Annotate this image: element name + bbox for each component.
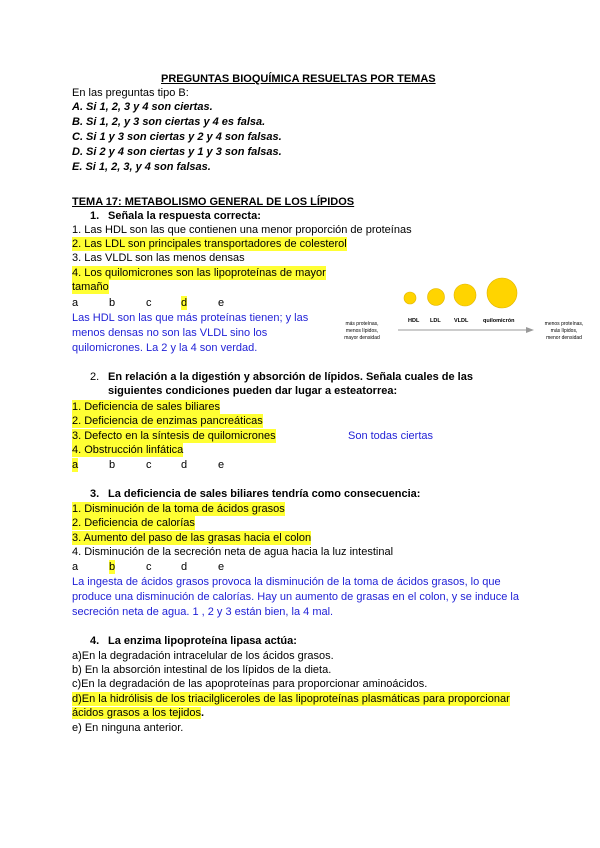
q1-question: Señala la respuesta correcta: xyxy=(108,210,261,222)
q3-option-a: a xyxy=(72,561,79,573)
q3-options xyxy=(72,560,232,574)
q1-explanation-line-3: quilomicrones. La 2 y la 4 son verdad. xyxy=(72,342,258,354)
q3-option-d: d xyxy=(181,561,188,573)
q4-item-a: a)En la degradación intracelular de los ácidos grasos. xyxy=(72,650,334,662)
q3-item-3: 3. Aumento del paso de las grasas hacia el colon xyxy=(72,532,312,544)
arrow-head xyxy=(526,327,534,333)
lipoprotein-size-diagram xyxy=(338,276,594,346)
topic-heading: TEMA 17: METABOLISMO GENERAL DE LOS LÍPIDOS xyxy=(72,196,355,208)
q2-option-e: e xyxy=(218,459,225,471)
q3-explanation-line-2: produce una disminución de calorías. Hay un aumento de grasas en el colon, y se induce la xyxy=(72,591,519,603)
q2-item-1: 1. Deficiencia de sales biliares xyxy=(72,401,220,413)
q3-explanation-line-3: secreción neta de agua. 1 , 2 y 3 están bien, la 4 mal. xyxy=(72,606,334,618)
hdl-particle xyxy=(404,292,416,304)
q2-options xyxy=(72,458,232,472)
rule-b: B. Si 1, 2, y 3 son ciertas y 4 es falsa. xyxy=(72,116,266,128)
q3-option-c: c xyxy=(146,561,152,573)
q4-item-d-cont-text: ácidos grasos a los tejidos xyxy=(72,707,202,719)
left-label-2: menos lípidos, xyxy=(345,328,379,334)
q3-explanation-line-1: La ingesta de ácidos grasos provoca la disminución de la toma de ácidos grasos, lo que xyxy=(72,576,501,588)
q2-item-3: 3. Defecto en la síntesis de quilomicrones xyxy=(72,430,276,442)
q1-item-3: 3. Las VLDL son las menos densas xyxy=(72,252,245,264)
q3-number: 3. xyxy=(90,488,100,500)
q2-question-line-2: siguientes condiciones pueden dar lugar a esteatorrea: xyxy=(108,385,398,397)
intro-text: En las preguntas tipo B: xyxy=(72,87,189,99)
q1-option-d-selected: d xyxy=(181,297,188,309)
right-label-2: más lípidos, xyxy=(550,328,578,334)
vldl-particle xyxy=(454,284,476,306)
rule-e: E. Si 1, 2, 3, y 4 son falsas. xyxy=(72,161,211,173)
rule-d: D. Si 2 y 4 son ciertas y 1 y 3 son falsas. xyxy=(72,146,282,158)
q4-item-d-period: . xyxy=(201,707,205,719)
q1-item-1: 1. Las HDL son las que contienen una menor proporción de proteínas xyxy=(72,224,412,236)
chylomicron-particle xyxy=(487,278,517,308)
q1-option-b: b xyxy=(109,297,116,309)
q1-item-2: 2. Las LDL son principales transportadores de colesterol xyxy=(72,238,347,250)
hdl-label: HDL xyxy=(408,318,420,324)
q2-side-note: Son todas ciertas xyxy=(348,430,433,442)
q1-option-a: a xyxy=(72,297,79,309)
ldl-particle xyxy=(428,289,445,306)
q3-option-e: e xyxy=(218,561,225,573)
q3-item-2: 2. Deficiencia de calorías xyxy=(72,517,195,529)
right-label-1: menos proteínas, xyxy=(544,321,584,327)
q2-option-d: d xyxy=(181,459,188,471)
q2-number: 2. xyxy=(90,371,100,383)
q4-item-d: d)En la hidrólisis de los triacilgliceroles de las lipoproteínas plasmáticas para proporcionar xyxy=(72,693,510,705)
q1-options xyxy=(72,296,232,310)
q2-option-c: c xyxy=(146,459,152,471)
q2-question-line-1: En relación a la digestión y absorción de lípidos. Señala cuales de las xyxy=(108,371,473,383)
q2-item-2: 2. Deficiencia de enzimas pancreáticas xyxy=(72,415,263,427)
q1-number: 1. xyxy=(90,210,100,222)
q1-option-c: c xyxy=(146,297,152,309)
q1-option-e: e xyxy=(218,297,225,309)
q1-explanation-line-1: Las HDL son las que más proteínas tienen; y las xyxy=(72,312,309,324)
rule-c: C. Si 1 y 3 son ciertas y 2 y 4 son falsas. xyxy=(72,131,282,143)
q2-option-a-selected: a xyxy=(72,459,79,471)
q4-item-c: c)En la degradación de las apoproteínas para proporcionar aminoácidos. xyxy=(72,678,428,690)
q3-item-4: 4. Disminución de la secreción neta de agua hacia la luz intestinal xyxy=(72,546,394,558)
q2-item-4: 4. Obstrucción linfática xyxy=(72,444,184,456)
left-label-1: más proteínas, xyxy=(345,321,379,327)
q1-item-4: 4. Los quilomicrones son las lipoproteínas de mayor xyxy=(72,267,326,279)
q3-option-b-selected: b xyxy=(109,561,116,573)
q4-item-d-cont xyxy=(72,706,204,720)
q1-explanation-line-2: menos densas no son las VLDL sino los xyxy=(72,327,268,339)
q2-option-b: b xyxy=(109,459,116,471)
rule-a: A. Si 1, 2, 3 y 4 son ciertas. xyxy=(72,101,213,113)
q4-question: La enzima lipoproteína lipasa actúa: xyxy=(108,635,297,647)
left-label-3: mayor densidad xyxy=(344,335,380,341)
q4-item-b: b) En la absorción intestinal de los lípidos de la dieta. xyxy=(72,664,332,676)
ldl-label: LDL xyxy=(430,318,441,324)
q4-item-e: e) En ninguna anterior. xyxy=(72,722,184,734)
chylomicron-label: quilomicrón xyxy=(483,318,515,324)
vldl-label: VLDL xyxy=(454,318,469,324)
q4-number: 4. xyxy=(90,635,100,647)
document-title: PREGUNTAS BIOQUÍMICA RESUELTAS POR TEMAS xyxy=(161,73,436,85)
q3-item-1: 1. Disminución de la toma de ácidos grasos xyxy=(72,503,285,515)
q3-question: La deficiencia de sales biliares tendría como consecuencia: xyxy=(108,488,421,500)
q1-item-4-cont: tamaño xyxy=(72,281,109,293)
right-label-3: menor densidad xyxy=(546,335,582,341)
